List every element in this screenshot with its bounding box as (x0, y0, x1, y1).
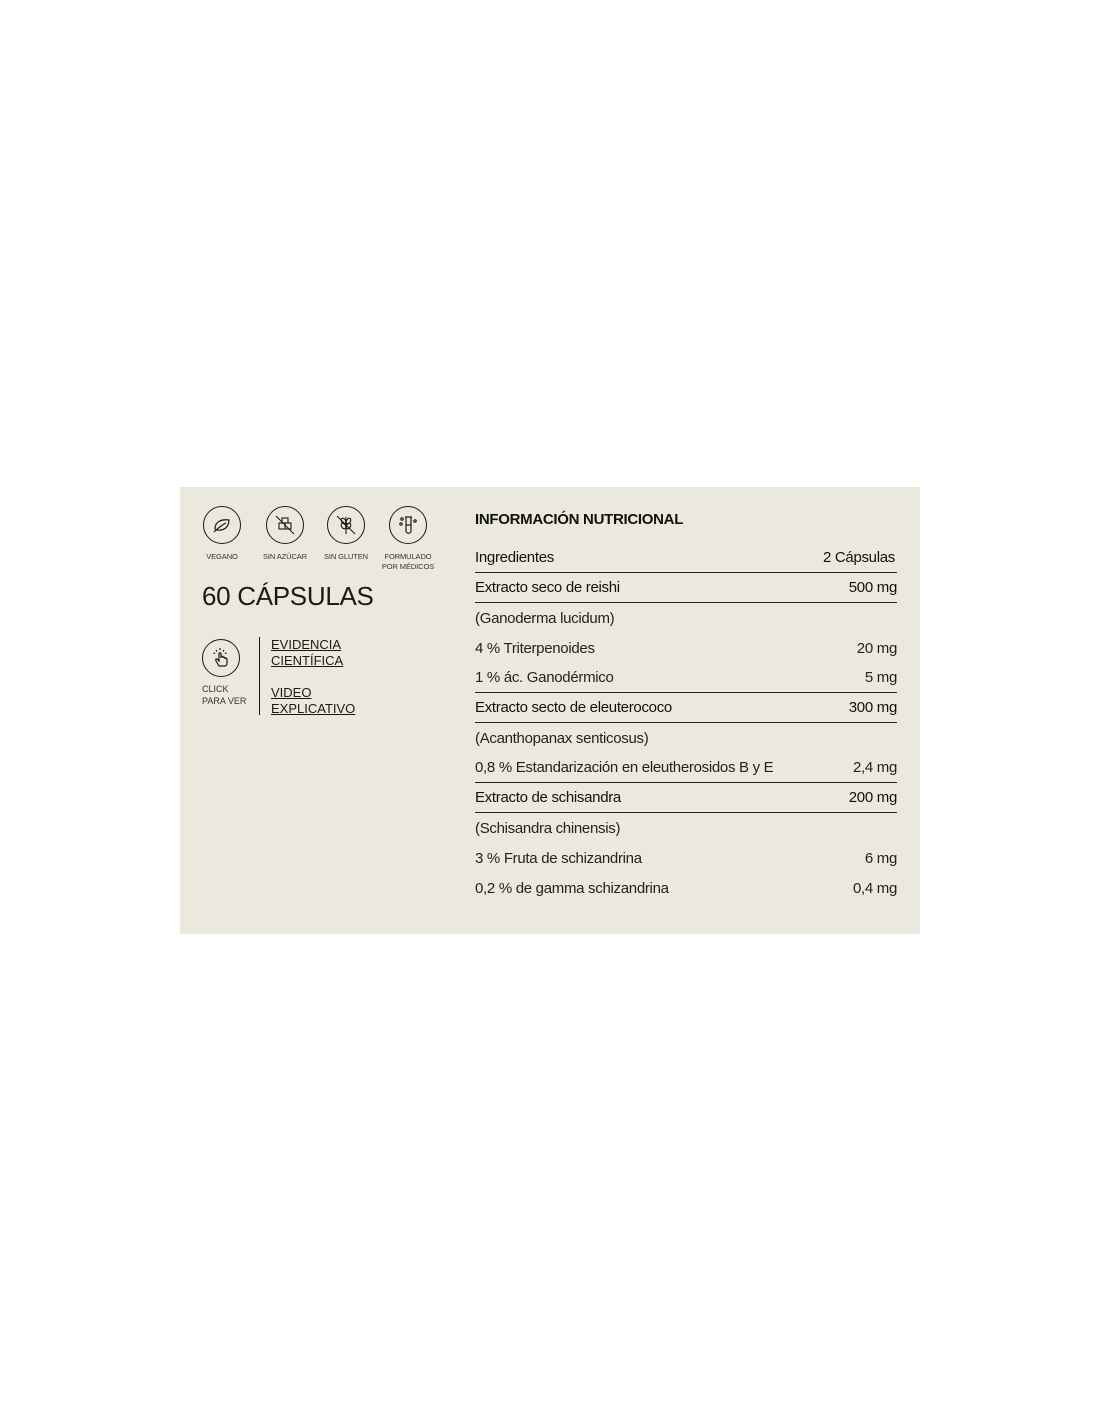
ingredient-amount: 2,4 mg (852, 759, 897, 776)
ingredient-amount: 200 mg (848, 789, 897, 806)
badge-label: SIN GLUTEN (323, 552, 368, 561)
ingredient-amount: 0,4 mg (852, 879, 897, 897)
table-row (475, 873, 897, 903)
tap-hand-icon (202, 639, 240, 677)
badge-no-gluten (316, 506, 376, 562)
header-ingredients: Ingredientes (475, 549, 554, 566)
ingredient-name: (Acanthopanax senticosus) (475, 729, 649, 747)
scientific-evidence-link[interactable]: EVIDENCIA CIENTÍFICA (271, 637, 344, 668)
table-row (475, 603, 897, 633)
table-row (475, 843, 897, 873)
ingredient-name: Extracto secto de eleuterococo (475, 699, 672, 716)
table-row (475, 723, 897, 753)
product-info-panel (180, 487, 920, 934)
click-to-view (202, 639, 246, 707)
table-row (475, 633, 897, 663)
click-label: CLICK PARA VER (202, 684, 247, 706)
ingredient-name: Extracto de schisandra (475, 789, 621, 806)
table-row (475, 783, 897, 813)
vertical-divider (259, 637, 260, 715)
ingredient-name: (Ganoderma lucidum) (475, 609, 615, 627)
table-header-row (475, 543, 897, 573)
ingredient-name: 0,2 % de gamma schizandrina (475, 879, 669, 897)
table-row (475, 753, 897, 783)
badge-vegan (192, 506, 252, 562)
ingredient-name: 3 % Fruta de schizandrina (475, 849, 642, 867)
ingredient-amount: 20 mg (856, 639, 897, 657)
badge-label: SIN AZÚCAR (262, 552, 307, 561)
table-row (475, 693, 897, 723)
ingredient-name: 1 % ác. Ganodérmico (475, 669, 614, 686)
leaf-icon (203, 506, 241, 544)
ingredient-amount: 5 mg (864, 669, 897, 686)
ingredient-amount: 6 mg (864, 849, 897, 867)
explanatory-video-link[interactable]: VIDEO EXPLICATIVO (271, 685, 356, 716)
table-row (475, 573, 897, 603)
table-row (475, 663, 897, 693)
nutrition-table (475, 543, 897, 903)
ingredient-name: (Schisandra chinensis) (475, 819, 621, 837)
ingredient-amount: 500 mg (848, 579, 897, 596)
badge-formulated-by-doctors (378, 506, 438, 572)
ingredient-name: 0,8 % Estandarización en eleutherosidos B y E (475, 759, 774, 776)
ingredient-name: 4 % Triterpenoides (475, 639, 595, 657)
no-sugar-icon (266, 506, 304, 544)
test-tube-icon (389, 506, 427, 544)
ingredient-amount: 300 mg (848, 699, 897, 716)
table-row (475, 813, 897, 843)
ingredient-name: Extracto seco de reishi (475, 579, 620, 596)
no-gluten-icon (327, 506, 365, 544)
nutrition-title: INFORMACIÓN NUTRICIONAL (475, 511, 684, 528)
badge-label: VEGANO (206, 552, 238, 561)
badge-label: FORMULADO POR MÉDICOS (381, 552, 435, 571)
capsules-count-title: 60 CÁPSULAS (202, 581, 374, 611)
badge-no-sugar (255, 506, 315, 562)
header-serving: 2 Cápsulas (822, 549, 895, 566)
